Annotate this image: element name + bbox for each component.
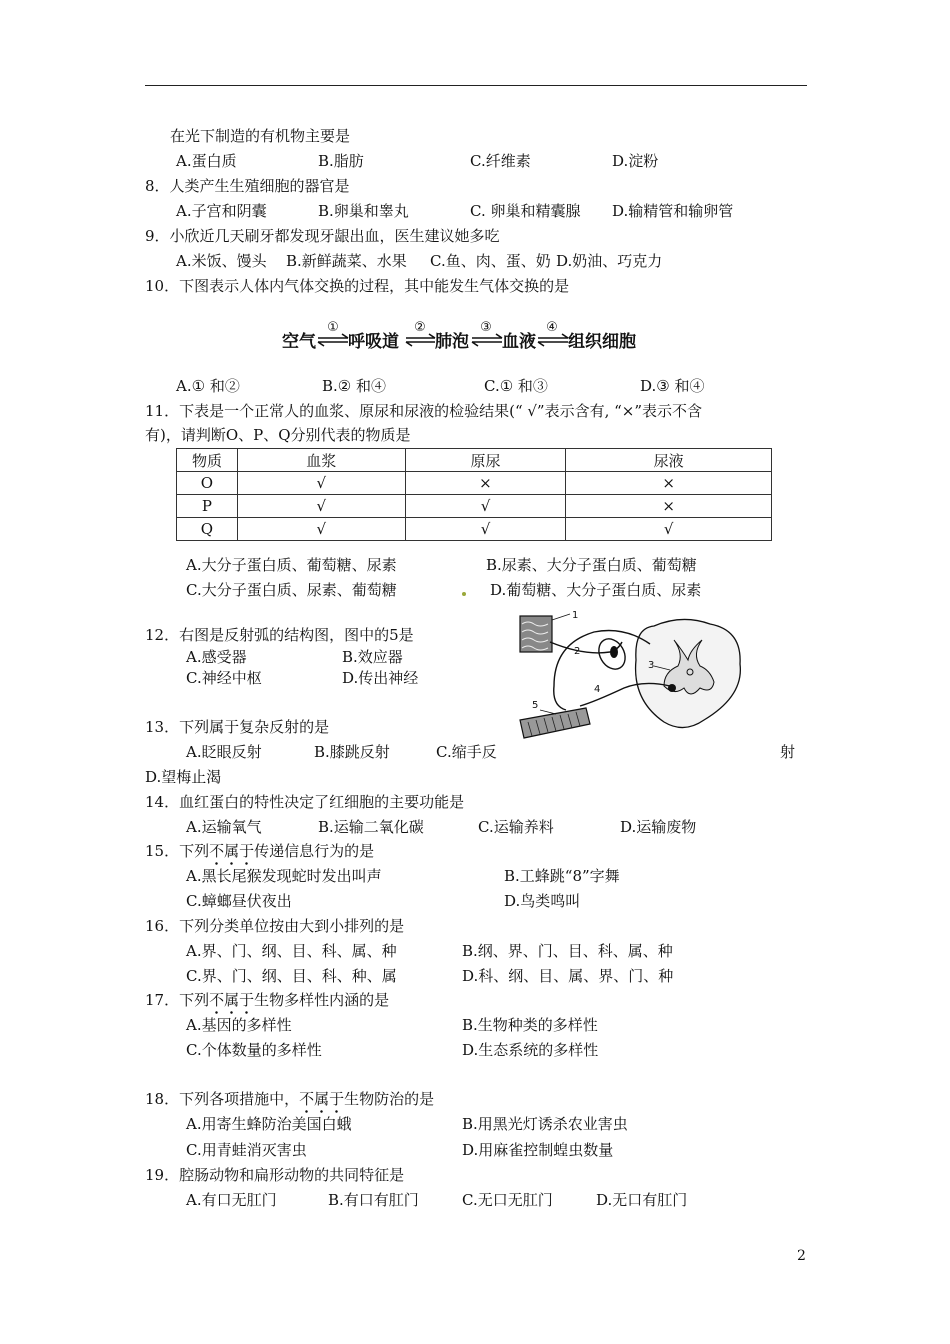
q14-option-a: A.运输氧气 (186, 818, 262, 836)
q17-option-d: D.生态系统的多样性 (462, 1041, 599, 1059)
q7-option-d: D.淀粉 (612, 152, 659, 170)
header-rule (145, 85, 807, 86)
q17-option-a: A.基因的多样性 (186, 1016, 292, 1034)
step-3-label: ③ (480, 320, 492, 335)
table-cell: √ (405, 495, 566, 518)
node-tissue-cell: 组织细胞 (568, 332, 636, 352)
q15-stem-pre: 15．下列 (145, 842, 210, 860)
q15-option-d: D.鸟类鸣叫 (504, 892, 581, 910)
q19-stem: 19．腔肠动物和扁形动物的共同特征是 (145, 1166, 405, 1184)
label-2: 2 (574, 646, 581, 657)
q18-option-a: A.用寄生蜂防治美国白蛾 (186, 1115, 352, 1133)
q9-option-a: A.米饭、馒头 (176, 252, 267, 270)
q13-stem: 13．下列属于复杂反射的是 (145, 718, 330, 736)
table-header-cell: 物质 (177, 449, 238, 472)
q18-option-d: D.用麻雀控制蝗虫数量 (462, 1141, 614, 1159)
gas-exchange-figure (280, 314, 640, 360)
q17-option-b: B.生物种类的多样性 (462, 1016, 598, 1034)
q13-option-b: B.膝跳反射 (314, 743, 390, 761)
label-3: 3 (648, 660, 655, 671)
step-1-label: ① (327, 320, 339, 335)
step-4-label: ④ (546, 320, 558, 335)
table-cell: √ (237, 472, 405, 495)
q17-stem-post: 生物多样性内涵的是 (254, 991, 390, 1009)
q12-option-b: B.效应器 (342, 648, 403, 666)
node-air: 空气 (282, 332, 316, 352)
table-cell: √ (405, 518, 566, 541)
q18-option-c: C.用青蛙消灭害虫 (186, 1141, 307, 1159)
arrow-1-icon (318, 334, 348, 346)
q12-option-d: D.传出神经 (342, 669, 419, 687)
q14-stem: 14．血红蛋白的特性决定了红细胞的主要功能是 (145, 793, 465, 811)
q16-option-c: C.界、门、纲、目、科、种、属 (186, 967, 397, 985)
q11-option-d: D.葡萄糖、大分子蛋白质、尿素 (490, 581, 702, 599)
arrow-2-icon (406, 334, 435, 346)
q17-stem (145, 990, 389, 1010)
table-header-cell: 血浆 (237, 449, 405, 472)
table-row (177, 472, 772, 495)
q9-option-b: B.新鲜蔬菜、水果 (286, 252, 407, 270)
receptor-skin-icon (520, 616, 552, 652)
table-cell: Q (177, 518, 238, 541)
q9-stem: 9．小欣近几天刷牙都发现牙龈出血，医生建议她多吃 (145, 227, 500, 245)
q15-option-c: C.蟑螂昼伏夜出 (186, 892, 292, 910)
q15-option-a: A.黑长尾猴发现蛇时发出叫声 (186, 867, 382, 885)
q7-option-b: B.脂肪 (318, 152, 364, 170)
urine-test-table (176, 448, 772, 541)
q10-option-c: C.① 和③ (484, 377, 548, 395)
q19-option-d: D.无口有肛门 (596, 1191, 688, 1209)
q8-option-c: C. 卵巢和精囊腺 (470, 202, 581, 220)
q11-option-b: B.尿素、大分子蛋白质、葡萄糖 (486, 556, 697, 574)
q15-stem (145, 841, 374, 861)
q12-option-a: A.感受器 (186, 648, 247, 666)
q7-option-c: C.纤维素 (470, 152, 531, 170)
q15-option-b: B.工蜂跳“8”字舞 (504, 867, 620, 885)
q16-option-b: B.纲、界、门、目、科、属、种 (462, 942, 673, 960)
table-row (177, 495, 772, 518)
page-number: 2 (797, 1248, 806, 1264)
q12-option-c: C.神经中枢 (186, 669, 262, 687)
q13-option-a: A.眨眼反射 (186, 743, 262, 761)
q11-option-a: A.大分子蛋白质、葡萄糖、尿素 (186, 556, 397, 574)
q19-option-c: C.无口无肛门 (462, 1191, 553, 1209)
q19-option-a: A.有口无肛门 (186, 1191, 277, 1209)
q18-stem-post: 生物防治的是 (344, 1090, 435, 1108)
table-cell: × (566, 472, 772, 495)
q14-option-b: B.运输二氧化碳 (318, 818, 424, 836)
table-row (177, 518, 772, 541)
q13-option-c: C.缩手反 (436, 743, 497, 761)
table-cell: √ (237, 495, 405, 518)
q17-stem-pre: 17．下列 (145, 991, 210, 1009)
q9-option-c: C.鱼、肉、蛋、奶 (430, 252, 551, 270)
reflex-arc-figure (514, 610, 750, 744)
q13-option-c-end: 射 (780, 743, 796, 761)
q15-emphasis: 不属于 (209, 842, 255, 860)
ganglion-body (610, 646, 618, 658)
q10-option-d: D.③ 和④ (640, 377, 705, 395)
q18-emphasis: 不属于 (299, 1090, 345, 1108)
q15-stem-post: 传递信息行为的是 (254, 842, 375, 860)
q17-emphasis: 不属于 (209, 991, 255, 1009)
q10-option-a: A.① 和② (176, 377, 240, 395)
table-cell: × (405, 472, 566, 495)
q19-option-b: B.有口有肛门 (328, 1191, 419, 1209)
table-cell: × (566, 495, 772, 518)
q18-stem (145, 1089, 434, 1109)
step-2-label: ② (414, 320, 426, 335)
q11-stem-line1: 11．下表是一个正常人的血浆、原尿和尿液的检验结果(“ √”表示含有, “×”表示不含 (145, 402, 703, 420)
q9-option-d: D.奶油、巧克力 (556, 252, 663, 270)
q18-option-b: B.用黑光灯诱杀农业害虫 (462, 1115, 628, 1133)
table-cell: √ (566, 518, 772, 541)
table-cell: O (177, 472, 238, 495)
q7-option-a: A.蛋白质 (176, 152, 237, 170)
q18-stem-pre: 18．下列各项措施中， (145, 1090, 300, 1108)
table-cell: P (177, 495, 238, 518)
table-header-row (177, 449, 772, 472)
q14-option-d: D.运输废物 (620, 818, 697, 836)
q11-stem-line2: 有)，请判断O、P、Q分别代表的物质是 (145, 426, 411, 444)
table-cell: √ (237, 518, 405, 541)
q17-option-c: C.个体数量的多样性 (186, 1041, 322, 1059)
label-1: 1 (572, 610, 579, 621)
q10-option-b: B.② 和④ (322, 377, 387, 395)
table-header-cell: 尿液 (566, 449, 772, 472)
q16-option-a: A.界、门、纲、目、科、属、种 (186, 942, 397, 960)
q10-stem: 10．下图表示人体内气体交换的过程，其中能发生气体交换的是 (145, 277, 570, 295)
q7-stem-continuation: 在光下制造的有机物主要是 (170, 127, 351, 145)
q8-stem: 8．人类产生生殖细胞的器官是 (145, 177, 350, 195)
q8-option-a: A.子宫和阴囊 (176, 202, 267, 220)
q11-option-c: C.大分子蛋白质、尿素、葡萄糖 (186, 581, 397, 599)
q12-stem: 12．右图是反射弧的结构图，图中的5是 (145, 626, 414, 644)
stray-dot (462, 592, 466, 596)
q13-option-d: D.望梅止渴 (145, 768, 222, 786)
node-alveolus: 肺泡 (435, 332, 469, 352)
label-4: 4 (594, 684, 601, 695)
effector-muscle-icon (520, 708, 590, 738)
arrow-4-icon (538, 334, 568, 346)
q8-option-b: B.卵巢和睾丸 (318, 202, 409, 220)
motor-neuron-body (668, 684, 676, 692)
node-airway: 呼吸道 (348, 332, 399, 352)
q16-stem: 16．下列分类单位按由大到小排列的是 (145, 917, 405, 935)
node-blood: 血液 (502, 332, 536, 352)
table-header-cell: 原尿 (405, 449, 566, 472)
label-5: 5 (532, 700, 539, 711)
q8-option-d: D.输精管和输卵管 (612, 202, 734, 220)
arrow-3-icon (472, 334, 502, 346)
q14-option-c: C.运输养料 (478, 818, 554, 836)
q16-option-d: D.科、纲、目、属、界、门、种 (462, 967, 674, 985)
